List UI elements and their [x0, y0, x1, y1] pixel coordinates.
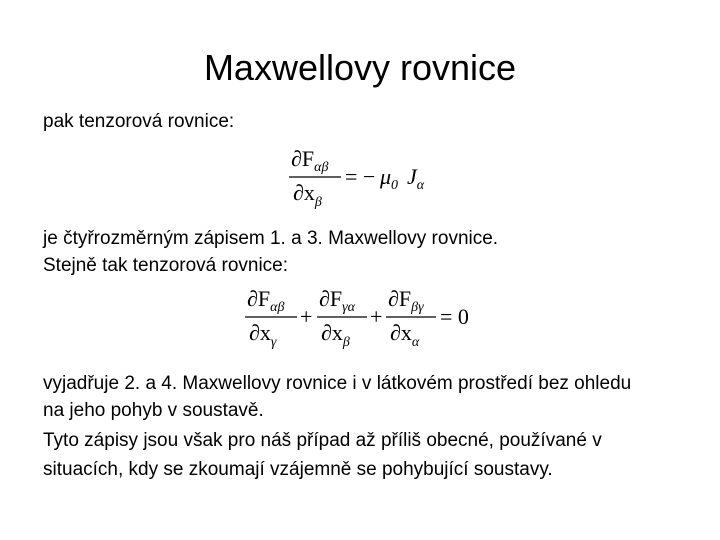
slide-title: Maxwellovy rovnice: [203, 47, 517, 88]
text-after-eq1-line1: je čtyřrozměrným zápisem 1. a 3. Maxwellovy rovnice.: [43, 228, 499, 249]
text-after-eq2-line1: vyjadřuje 2. a 4. Maxwellovy rovnice i v látkovém prostředí bez ohledu: [43, 373, 632, 394]
equation-1-svg: [285, 142, 445, 212]
eq2-term1-numerator: $\partial F_{\alpha\beta}$: [247, 286, 285, 315]
eq1-mu: $\mu_0$: [380, 164, 399, 193]
eq2-term2-numerator: $\partial F_{\gamma\alpha}$: [319, 286, 355, 315]
eq1-current: $J_\alpha$: [407, 164, 425, 193]
eq2-equals-zero: = 0: [440, 304, 469, 329]
text-after-eq1-line2: Stejně tak tenzorová rovnice:: [43, 255, 289, 276]
eq1-equals-minus: = −: [345, 164, 376, 189]
equation-2: [243, 284, 483, 356]
eq1-numerator: $\partial F_{\alpha\beta}$: [291, 146, 329, 175]
text-after-eq2-line4: situacích, kdy se zkoumají vzájemně se pohybující soustavy.: [43, 459, 553, 480]
equation-1: [285, 142, 445, 212]
text-after-eq2-line2: na jeho pohyb v soustavě.: [43, 400, 264, 421]
text-after-eq2-line3: Tyto zápisy jsou však pro náš případ až příliš obecné, používané v: [43, 430, 602, 451]
eq1-denominator: $\partial x_\beta$: [293, 180, 322, 210]
eq2-plus-2: +: [370, 304, 383, 329]
eq2-term1-denominator: $\partial x_\gamma$: [249, 320, 277, 350]
text-intro: pak tenzorová rovnice:: [43, 111, 235, 132]
eq2-term3-denominator: $\partial x_\alpha$: [390, 320, 420, 350]
eq2-term3-numerator: $\partial F_{\beta\gamma}$: [388, 286, 424, 315]
eq2-plus-1: +: [300, 304, 313, 329]
eq2-term2-denominator: $\partial x_\beta$: [321, 320, 350, 350]
equation-2-svg: [243, 284, 483, 356]
